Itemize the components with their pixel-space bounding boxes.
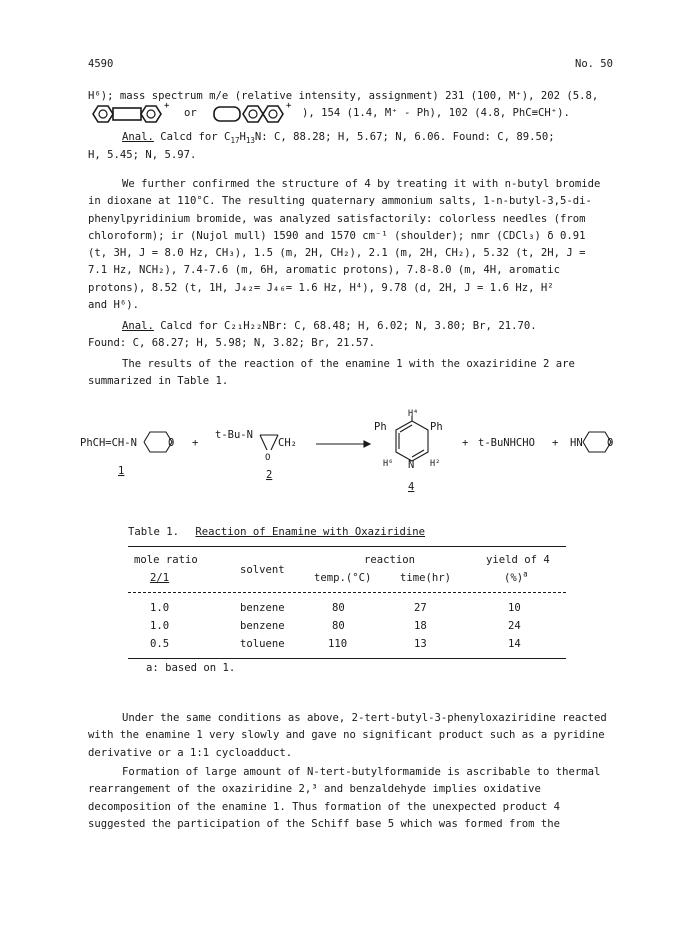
text-line: Formation of large amount of N-tert-butylformamide is ascribable to thermal [122, 766, 601, 778]
paragraph-conditions [88, 710, 628, 762]
formamide-formula: t-BuNHCHO [478, 437, 535, 449]
header-ratio: 2/1 [150, 572, 170, 584]
oxaziridine-left: t-Bu-N [215, 429, 253, 441]
text-line: with the enamine 1 very slowly and gave no significant product such as a pyridine [88, 729, 605, 742]
enamine-ring-oxygen: O [168, 437, 175, 449]
h4-label: H⁴ [408, 409, 419, 419]
text-line: and H⁶). [88, 299, 140, 312]
phenyl-left: Ph [374, 421, 387, 433]
table-title: Reaction of Enamine with Oxaziridine [195, 526, 426, 538]
anal-values: N: C, 88.28; H, 5.67; N, 6.06. Found: C, 89.50; [254, 131, 555, 144]
anal-block-2 [88, 318, 628, 353]
yield-footnote-mark: a [523, 569, 528, 579]
oxaziridine-oxygen: O [265, 453, 271, 463]
text-line: chloroform); ir (Nujol mull) 1590 and 1570 cm⁻¹ (shoulder); nmr (CDCl₃) δ 0.91 [88, 229, 586, 242]
svg-text:+: + [164, 101, 170, 112]
text-line: phenylpyridinium bromide, was analyzed satisfactorily: colorless needles (from [88, 212, 586, 225]
fragment-structure-1-icon [88, 102, 178, 126]
cell-ratio: 1.0 [150, 620, 170, 632]
text-line: Under the same conditions as above, 2-tert-butyl-3-phenyloxaziridine reacted [122, 712, 607, 724]
text-line: The results of the reaction of the enamine 1 with the oxaziridine 2 are [122, 358, 575, 370]
table-header-rule [128, 592, 566, 593]
header-mole-ratio: mole ratio [134, 554, 198, 566]
cell-time: 13 [414, 638, 427, 650]
header-time: time(hr) [400, 572, 452, 584]
table-label: Table 1. [128, 526, 180, 538]
cell-time: 27 [414, 602, 427, 614]
enamine-formula: PhCH=CH-N [80, 437, 137, 449]
table-caption [128, 526, 425, 538]
text-line: 7.1 Hz, NCH₂), 7.4-7.6 (m, 6H, aromatic protons), 7.8-8.0 (m, 4H, aromatic [88, 264, 560, 277]
text-line: summarized in Table 1. [88, 375, 229, 388]
anal2-label: Anal. [122, 320, 154, 332]
or-word: or [184, 107, 197, 120]
h6-label: H⁶ [383, 459, 394, 469]
oxaziridine-right: CH₂ [278, 437, 297, 449]
pyridine-number: 4 [408, 481, 415, 493]
pyridine-nitrogen: N [408, 459, 415, 471]
table-footnote: a: based on 1. [146, 662, 236, 674]
anal2-line-1 [88, 318, 628, 335]
text-line: (t, 3H, J = 8.0 Hz, CH₃), 1.5 (m, 2H, CH₂), 2.1 (m, 2H, CH₂), 5.32 (t, 2H, J = [88, 247, 586, 260]
mass-spectrum-block [88, 88, 628, 164]
reaction-arrow-icon [316, 441, 370, 447]
cell-yield: 24 [508, 620, 521, 632]
text-line: We further confirmed the structure of 4 by treating it with n-butyl bromide [122, 178, 601, 190]
cell-temp: 110 [328, 638, 348, 650]
svg-text:+: + [286, 101, 292, 112]
reaction-scheme [80, 409, 640, 500]
text-line: rearrangement of the oxaziridine 2,³ and benzaldehyde implies oxidative [88, 783, 541, 796]
header-reaction: reaction [364, 554, 416, 566]
yield-unit: (%) [504, 572, 524, 584]
anal-sub-1: 17 [230, 136, 240, 146]
plus-sign-2: + [462, 437, 469, 449]
header-yield: yield of 4 [486, 554, 550, 566]
oxaziridine-number: 2 [266, 469, 273, 481]
enamine-number: 1 [118, 465, 125, 477]
header-temp: temp.(°C) [314, 572, 372, 584]
fragment-structure-2-icon [212, 102, 300, 126]
morpholine-hn: HN [570, 437, 583, 449]
pyridine-ring-icon [396, 416, 428, 461]
plus-sign-1: + [192, 437, 199, 449]
anal-line-1 [88, 129, 628, 146]
text-line: protons), 8.52 (t, 1H, J₄₂= J₄₆= 1.6 Hz, H⁴), 9.78 (d, 2H, J = 1.6 Hz, H² [88, 281, 554, 294]
h2-label: H² [430, 459, 441, 469]
morpholine-oxygen: O [607, 437, 614, 449]
anal-sub-2: 13 [245, 136, 255, 146]
paragraph-formation [88, 764, 628, 833]
anal2-line-2: Found: C, 68.27; H, 5.98; N, 3.82; Br, 21.57. [88, 337, 376, 350]
cell-temp: 80 [332, 620, 345, 632]
text-line: in dioxane at 110°C. The resulting quaternary ammonium salts, 1-n-butyl-3,5-di- [88, 195, 592, 208]
cell-solvent: benzene [240, 602, 285, 614]
anal-formula-a: Calcd for C [160, 131, 231, 144]
cell-ratio: 0.5 [150, 638, 170, 650]
paragraph-results [88, 356, 628, 391]
header-yield-unit [504, 569, 528, 584]
table-bottom-rule [128, 658, 566, 659]
cell-ratio: 1.0 [150, 602, 170, 614]
cell-solvent: toluene [240, 638, 285, 650]
page-number: 4590 [88, 58, 114, 70]
mass-spectrum-line: H⁶); mass spectrum m/e (relative intensity, assignment) 231 (100, M⁺), 202 (5.8, [88, 90, 599, 102]
cell-solvent: benzene [240, 620, 285, 632]
cell-yield: 14 [508, 638, 521, 650]
issue-number: No. 50 [575, 58, 613, 70]
table-top-rule [128, 546, 566, 547]
cell-temp: 80 [332, 602, 345, 614]
anal-label: Anal. [122, 131, 154, 144]
anal2-calcd: Calcd for C₂₁H₂₂NBr: C, 68.48; H, 6.02; N, 3.80; Br, 21.70. [160, 320, 537, 332]
cell-yield: 10 [508, 602, 521, 614]
header-solvent: solvent [240, 564, 285, 576]
fragment-rest: ), 154 (1.4, M⁺ - Ph), 102 (4.8, PhC≡CH⁺). [302, 107, 570, 120]
text-line: decomposition of the enamine 1. Thus formation of the unexpected product 4 [88, 800, 560, 813]
plus-sign-3: + [552, 437, 559, 449]
text-line: derivative or a 1:1 cycloadduct. [88, 746, 293, 759]
anal-h: H [239, 131, 246, 144]
oxaziridine-ring-icon [260, 435, 278, 450]
text-line: suggested the participation of the Schiff base 5 which was formed from the [88, 817, 560, 830]
paragraph-confirmation [88, 176, 628, 314]
anal-line-2: H, 5.45; N, 5.97. [88, 148, 197, 161]
cell-time: 18 [414, 620, 427, 632]
fragment-structures-line [88, 101, 628, 129]
phenyl-right: Ph [430, 421, 443, 433]
